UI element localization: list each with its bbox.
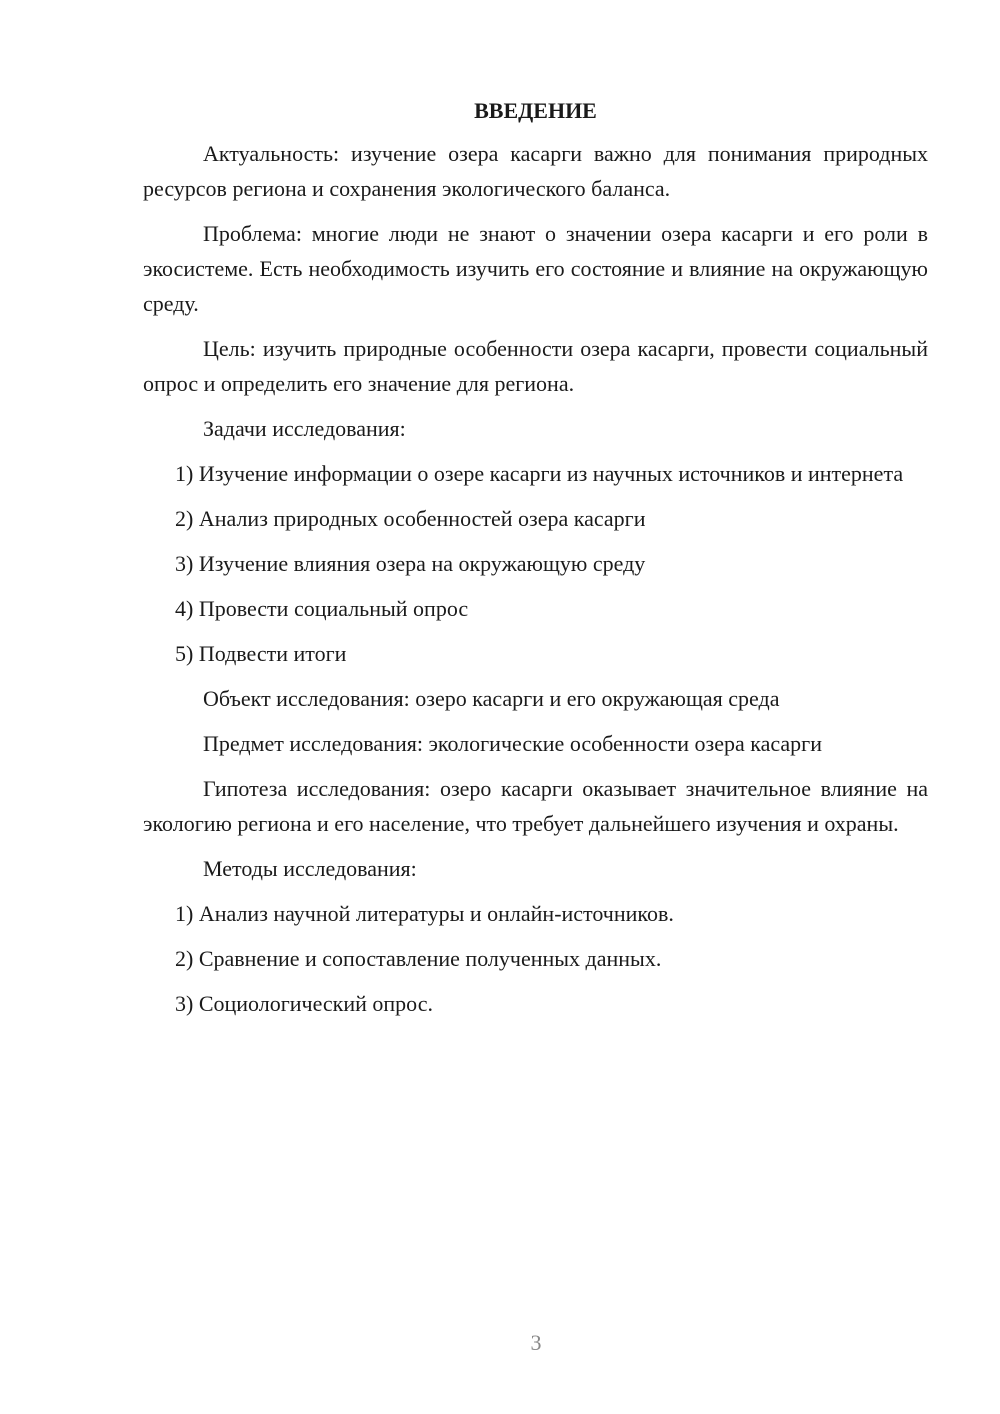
- task-item: 2) Анализ природных особенностей озера касарги: [175, 506, 646, 531]
- goal-paragraph: Цель: изучить природные особенности озера касарги, провести социальный опрос и определить его значение для региона.: [143, 336, 928, 396]
- task-item: 3) Изучение влияния озера на окружающую среду: [175, 551, 646, 576]
- relevance-paragraph: Актуальность: изучение озера касарги важно для понимания природных ресурсов региона и сохранения экологического баланса.: [143, 141, 928, 201]
- task-item: 4) Провести социальный опрос: [175, 596, 469, 621]
- page-number: 3: [530, 1330, 542, 1355]
- object-paragraph: Объект исследования: озеро касарги и его окружающая среда: [203, 686, 780, 711]
- problem-paragraph: Проблема: многие люди не знают о значении озера касарги и его роли в экосистеме. Есть необходимость изучить его состояние и влияние на окружающую среду.: [143, 221, 928, 316]
- hypothesis-paragraph: Гипотеза исследования: озеро касарги оказывает значительное влияние на экологию региона и его население, что требует дальнейшего изучения и охраны.: [143, 776, 928, 836]
- method-item: 3) Социологический опрос.: [175, 991, 433, 1016]
- methods-heading: Методы исследования:: [203, 856, 417, 881]
- method-item: 2) Сравнение и сопоставление полученных данных.: [175, 946, 662, 971]
- section-title: ВВЕДЕНИЕ: [474, 98, 597, 123]
- method-item: 1) Анализ научной литературы и онлайн-источников.: [175, 901, 674, 926]
- task-item: 5) Подвести итоги: [175, 641, 347, 666]
- subject-paragraph: Предмет исследования: экологические особенности озера касарги: [203, 731, 822, 756]
- task-item: 1) Изучение информации о озере касарги из научных источников и интернета: [175, 461, 904, 486]
- document-body: [143, 96, 928, 1031]
- tasks-heading: Задачи исследования:: [203, 416, 406, 441]
